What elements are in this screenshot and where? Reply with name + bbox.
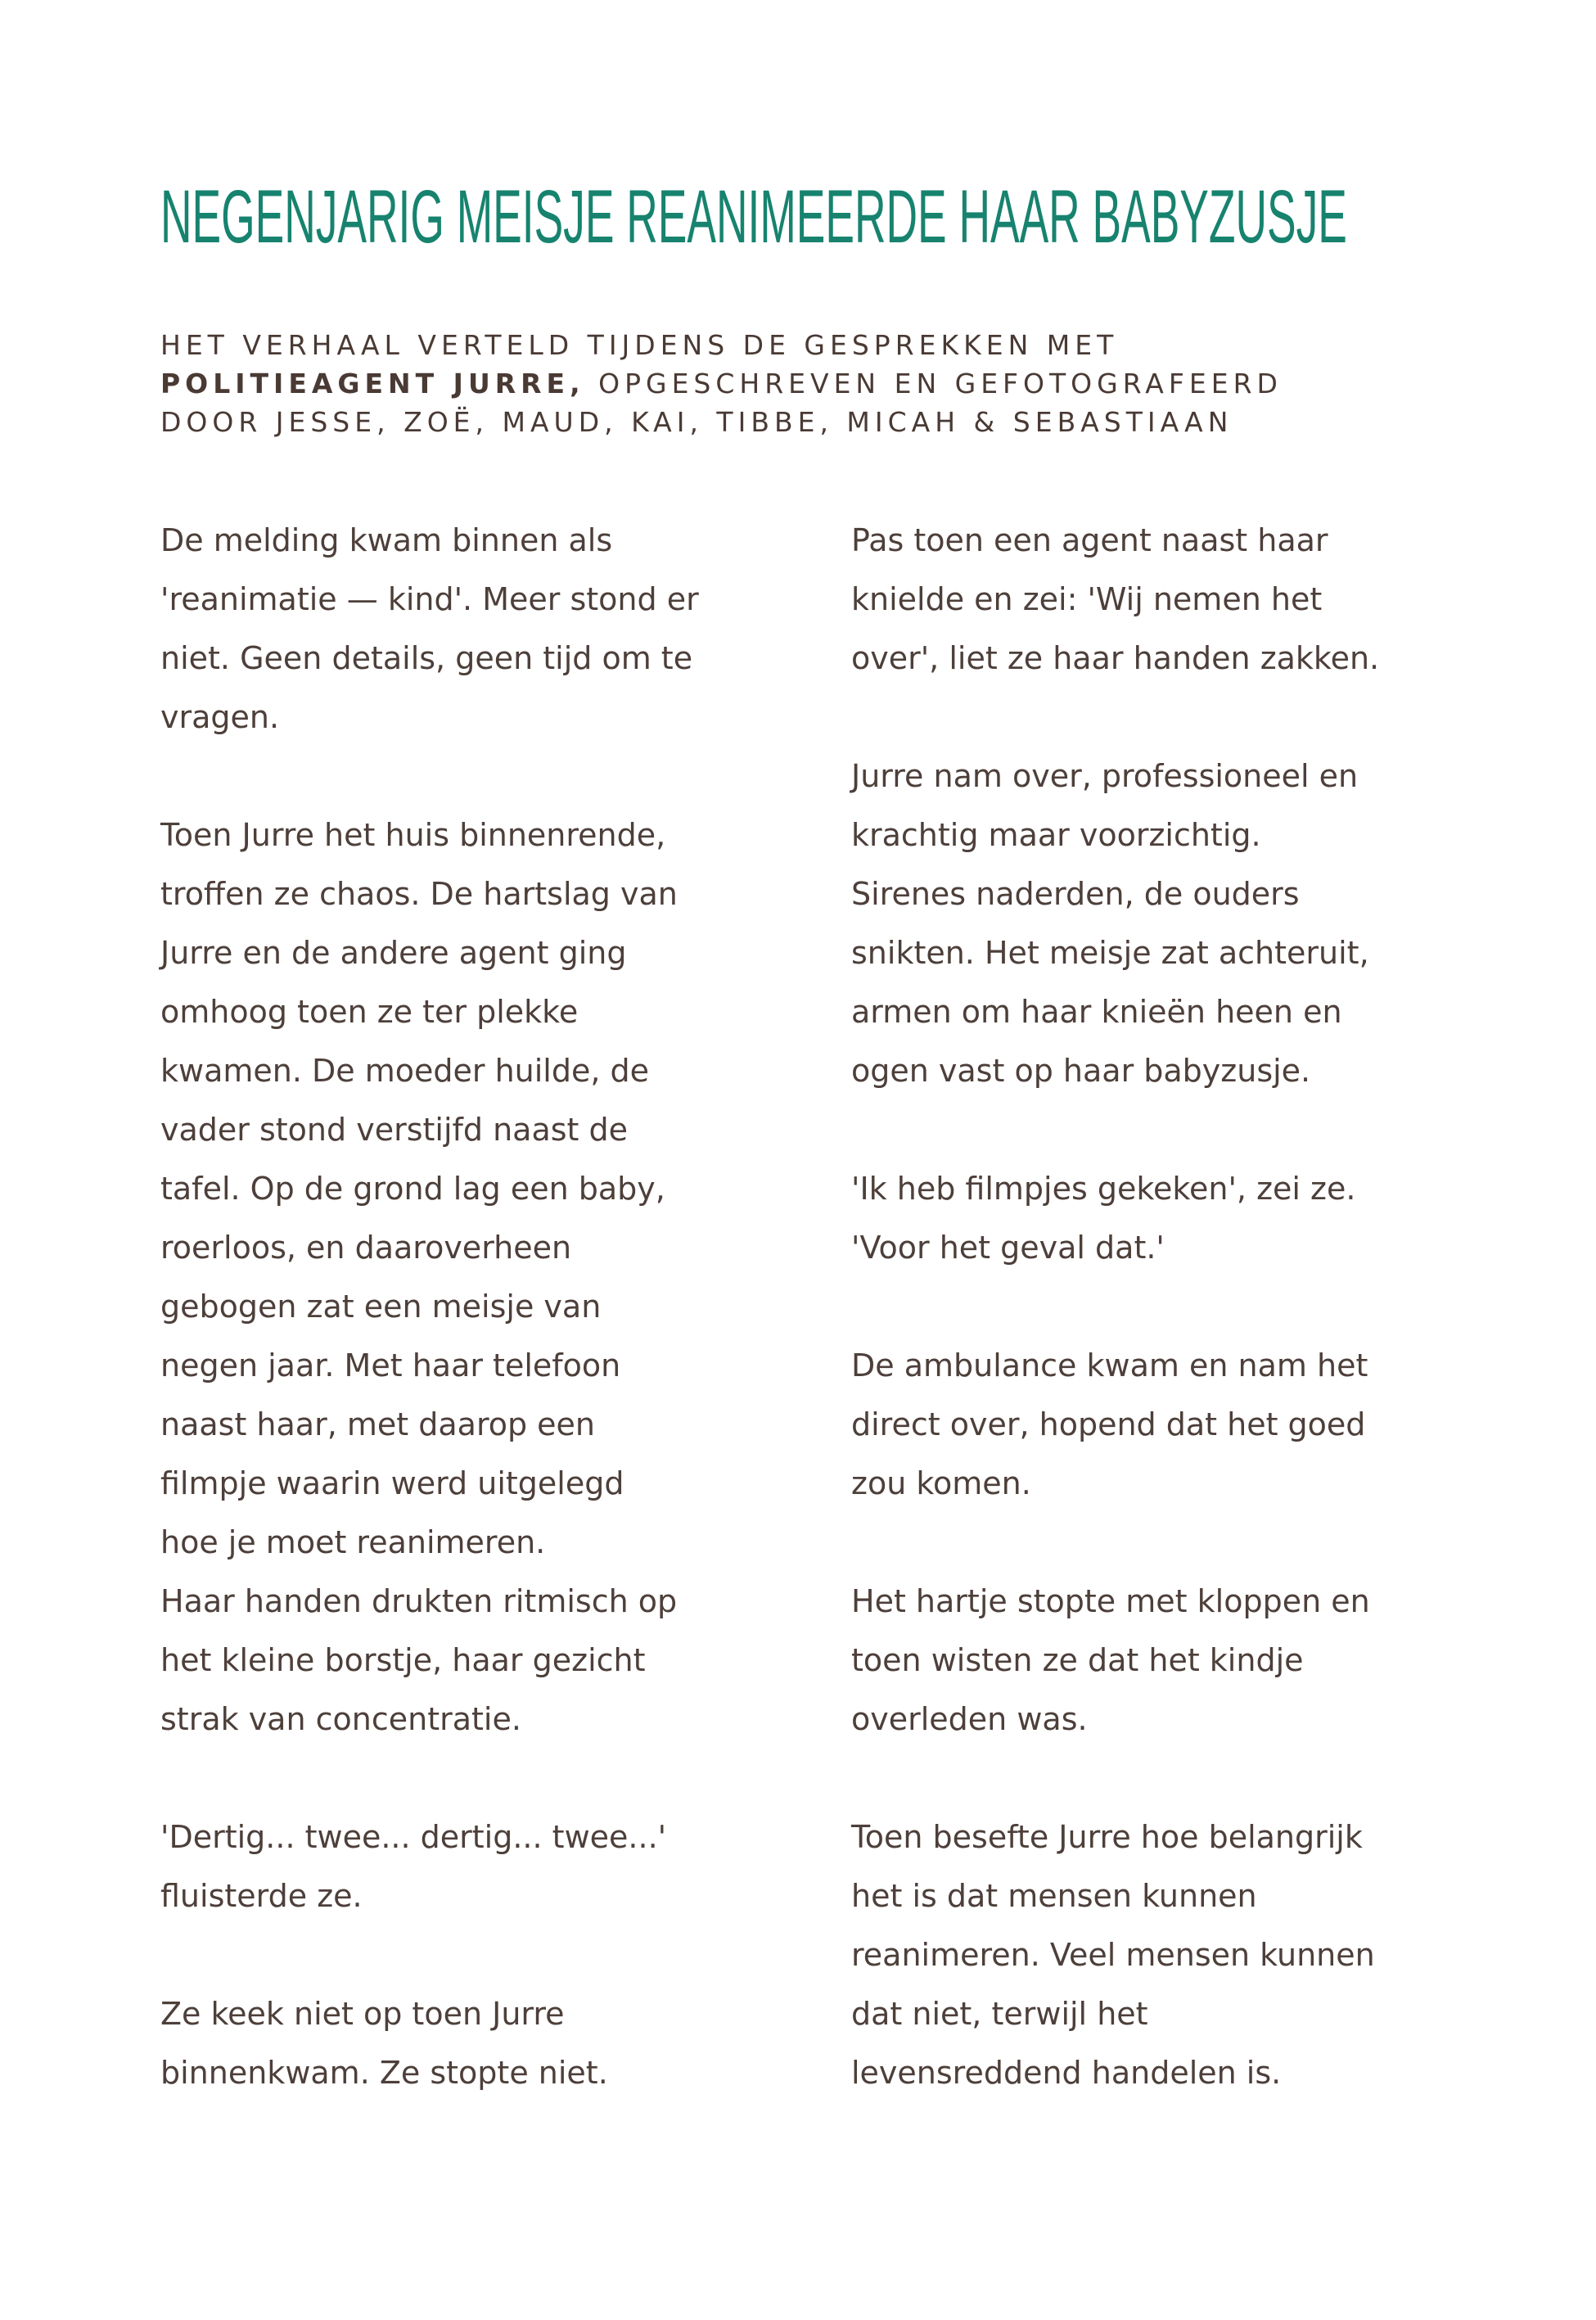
article-title: NEGENJARIG MEISJE REANIMEERDE HAAR BABYZUSJE xyxy=(160,175,1347,259)
text-line: 'reanimatie — kind'. Meer stond er xyxy=(160,581,699,617)
text-line: overleden was. xyxy=(851,1701,1088,1737)
subtitle-line-2 xyxy=(160,364,1535,403)
text-line: armen om haar knieën heen en xyxy=(851,994,1342,1030)
text-line: direct over, hopend dat het goed xyxy=(851,1406,1366,1442)
text-line: toen wisten ze dat het kindje xyxy=(851,1642,1304,1678)
text-line: vragen. xyxy=(160,699,280,735)
paragraph xyxy=(160,511,758,747)
text-line: knielde en zei: 'Wij nemen het xyxy=(851,581,1323,617)
paragraph xyxy=(160,806,758,1749)
text-line: het is dat mensen kunnen xyxy=(851,1878,1257,1914)
text-line: Toen besefte Jurre hoe belangrijk xyxy=(851,1819,1363,1855)
text-line: binnenkwam. Ze stopte niet. xyxy=(160,2055,608,2091)
left-text-column xyxy=(160,511,758,2161)
text-line: zou komen. xyxy=(851,1465,1031,1501)
text-line: 'Voor het geval dat.' xyxy=(851,1230,1165,1266)
paragraph xyxy=(851,511,1457,688)
text-line: krachtig maar voorzichtig. xyxy=(851,817,1261,853)
text-line: levensreddend handelen is. xyxy=(851,2055,1282,2091)
text-line: Jurre nam over, professioneel en xyxy=(851,758,1359,794)
text-line: het kleine borstje, haar gezicht xyxy=(160,1642,646,1678)
text-line: 'Dertig... twee... dertig... twee...' xyxy=(160,1819,667,1855)
text-line: strak van concentratie. xyxy=(160,1701,521,1737)
paragraph xyxy=(851,1336,1457,1513)
paragraph xyxy=(160,1808,758,1925)
paragraph xyxy=(851,1572,1457,1749)
text-line: snikten. Het meisje zat achteruit, xyxy=(851,935,1369,971)
text-line: reanimeren. Veel mensen kunnen xyxy=(851,1937,1375,1973)
text-line: Haar handen drukten ritmisch op xyxy=(160,1583,678,1619)
subtitle-line-2-rest: OPGESCHREVEN EN GEFOTOGRAFEERD xyxy=(584,368,1283,399)
paragraph xyxy=(851,1159,1457,1277)
right-text-column xyxy=(851,511,1457,2161)
text-line: 'Ik heb filmpjes gekeken', zei ze. xyxy=(851,1171,1356,1207)
text-line: Toen Jurre het huis binnenrende, xyxy=(160,817,666,853)
paragraph xyxy=(851,1808,1457,2102)
text-line: dat niet, terwijl het xyxy=(851,1996,1148,2032)
text-line: hoe je moet reanimeren. xyxy=(160,1524,546,1560)
article-subtitle xyxy=(160,326,1535,441)
text-line: filmpje waarin werd uitgelegd xyxy=(160,1465,624,1501)
text-line: Het hartje stopte met kloppen en xyxy=(851,1583,1370,1619)
text-line: ogen vast op haar babyzusje. xyxy=(851,1053,1311,1089)
text-line: vader stond verstijfd naast de xyxy=(160,1112,629,1148)
text-line: kwamen. De moeder huilde, de xyxy=(160,1053,650,1089)
text-line: naast haar, met daarop een xyxy=(160,1406,596,1442)
text-line: De ambulance kwam en nam het xyxy=(851,1347,1368,1383)
text-line: tafel. Op de grond lag een baby, xyxy=(160,1171,665,1207)
text-line: gebogen zat een meisje van xyxy=(160,1289,602,1325)
text-line: fluisterde ze. xyxy=(160,1878,363,1914)
subtitle-line-1: HET VERHAAL VERTELD TIJDENS DE GESPREKKEN MET xyxy=(160,329,1119,361)
text-line: Pas toen een agent naast haar xyxy=(851,522,1328,558)
text-line: niet. Geen details, geen tijd om te xyxy=(160,640,693,676)
paragraph xyxy=(160,1984,758,2102)
subtitle-line-3: DOOR JESSE, ZOË, MAUD, KAI, TIBBE, MICAH & SEBASTIAAN xyxy=(160,406,1233,438)
text-line: Jurre en de andere agent ging xyxy=(160,935,627,971)
text-line: negen jaar. Met haar telefoon xyxy=(160,1347,621,1383)
text-line: Sirenes naderden, de ouders xyxy=(851,876,1300,912)
text-line: roerloos, en daaroverheen xyxy=(160,1230,572,1266)
subtitle-author-name: POLITIEAGENT JURRE, xyxy=(160,368,585,399)
text-line: troffen ze chaos. De hartslag van xyxy=(160,876,678,912)
text-line: over', liet ze haar handen zakken. xyxy=(851,640,1380,676)
text-line: omhoog toen ze ter plekke xyxy=(160,994,579,1030)
text-line: De melding kwam binnen als xyxy=(160,522,613,558)
paragraph xyxy=(851,747,1457,1100)
text-line: Ze keek niet op toen Jurre xyxy=(160,1996,565,2032)
